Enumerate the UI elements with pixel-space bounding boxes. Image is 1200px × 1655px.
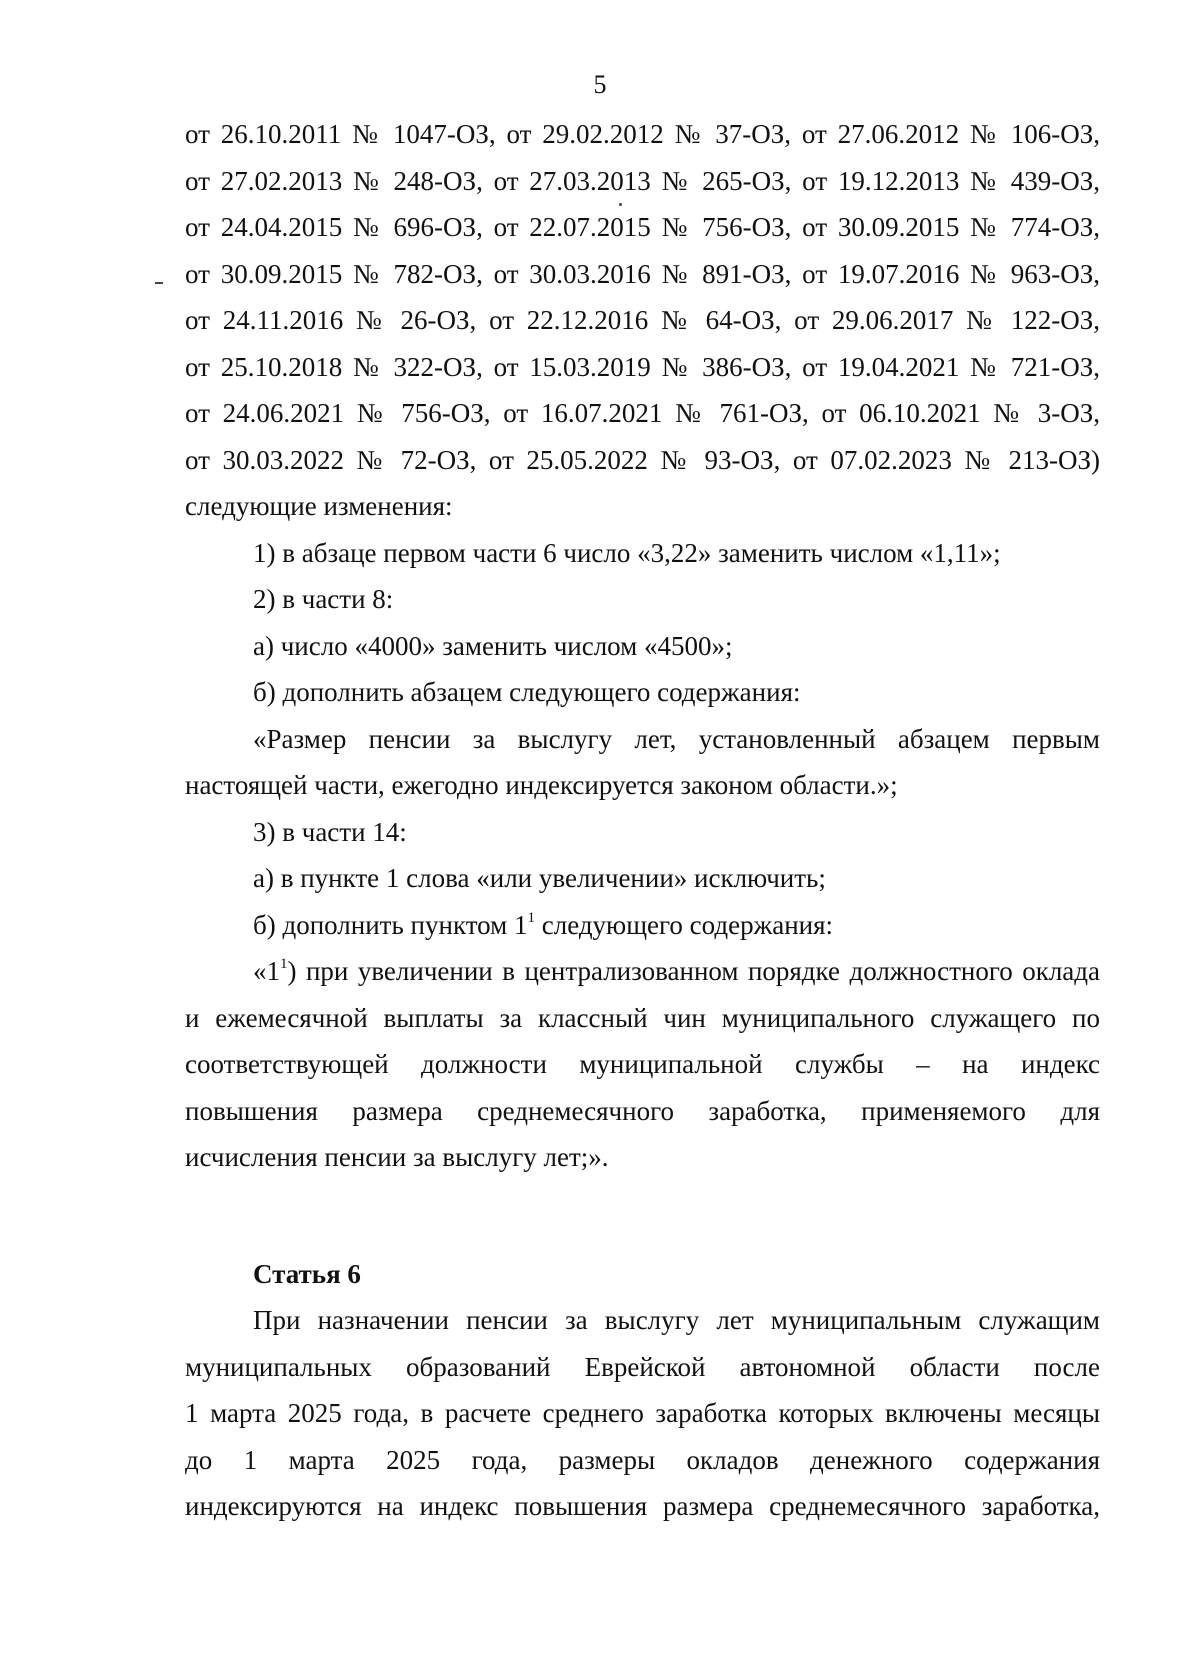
- text-line: от 26.10.2011 № 1047-ОЗ, от 29.02.2012 № 37-ОЗ, от 27.06.2012 № 106-ОЗ,: [185, 119, 1100, 149]
- amendment-item-1: 1) в абзаце первом части 6 число «3,22» заменить числом «1,11»;: [253, 537, 1001, 568]
- superscript: 1: [280, 956, 288, 972]
- quoted-text-line: [185, 948, 1100, 995]
- text-line: от 30.03.2022 № 72-ОЗ, от 25.05.2022 № 93-ОЗ, от 07.02.2023 № 213-ОЗ): [185, 444, 1100, 475]
- amendment-item-2: 2) в части 8:: [253, 584, 394, 614]
- section-spacer: [185, 1181, 1100, 1251]
- amendment-subitem-3b: [185, 902, 1100, 949]
- text-span: следующего содержания:: [534, 909, 834, 940]
- article-text-line: муниципальных образований Еврейской автономной области после: [185, 1351, 1100, 1382]
- text-line: от 25.10.2018 № 322-ОЗ, от 15.03.2019 № 386-ОЗ, от 19.04.2021 № 721-ОЗ,: [185, 351, 1100, 382]
- text-span: б) дополнить пунктом 1: [253, 909, 528, 940]
- quoted-text-line: настоящей части, ежегодно индексируется законом области.»;: [185, 770, 898, 800]
- text-line: от 24.04.2015 № 696-ОЗ, от 22.07.2015 № 756-ОЗ, от 30.09.2015 № 774-ОЗ,: [185, 212, 1100, 242]
- page-number: 5: [593, 70, 607, 99]
- quoted-text-line: «Размер пенсии за выслугу лет, установленный абзацем первым: [253, 723, 1100, 754]
- amendment-item-3: 3) в части 14:: [253, 816, 407, 847]
- quoted-text-line: соответствующей должности муниципальной службы – на индекс: [185, 1049, 1100, 1079]
- text-line: от 24.11.2016 № 26-ОЗ, от 22.12.2016 № 64-ОЗ, от 29.06.2017 № 122-ОЗ,: [185, 305, 1100, 335]
- text-line: от 24.06.2021 № 756-ОЗ, от 16.07.2021 № 761-ОЗ, от 06.10.2021 № 3-ОЗ,: [185, 398, 1100, 428]
- superscript: 1: [527, 909, 535, 926]
- amendment-subitem-2a: а) число «4000» заменить числом «4500»;: [253, 630, 733, 661]
- text-line: следующие изменения:: [185, 491, 453, 521]
- margin-mark: [155, 282, 163, 284]
- article-text-line: индексируются на индекс повышения размера среднемесячного заработка,: [185, 1491, 1100, 1521]
- article-text-line: 1 марта 2025 года, в расчете среднего заработка которых включены месяцы: [185, 1398, 1100, 1428]
- text-span: ) при увеличении в централизованном порядке должностного оклада: [287, 956, 1100, 986]
- text-span: «1: [253, 956, 280, 986]
- amendment-subitem-3a: а) в пункте 1 слова «или увеличении» исключить;: [253, 863, 826, 893]
- quoted-text-line: исчисления пенсии за выслугу лет;».: [185, 1142, 609, 1172]
- quoted-text-line: и ежемесячной выплаты за классный чин муниципального служащего по: [185, 1002, 1100, 1033]
- article-text-line: до 1 марта 2025 года, размеры окладов денежного содержания: [185, 1444, 1100, 1475]
- text-line: от 30.09.2015 № 782-ОЗ, от 30.03.2016 № 891-ОЗ, от 19.07.2016 № 963-ОЗ,: [185, 258, 1100, 289]
- article-text-line: При назначении пенсии за выслугу лет муниципальным служащим: [253, 1305, 1100, 1335]
- quoted-text-line: повышения размера среднемесячного заработка, применяемого для: [185, 1095, 1100, 1126]
- amendment-subitem-2b: б) дополнить абзацем следующего содержания:: [253, 677, 801, 707]
- article-heading: Статья 6: [253, 1258, 361, 1289]
- text-line: от 27.02.2013 № 248-ОЗ, от 27.03.2013 № 265-ОЗ, от 19.12.2013 № 439-ОЗ,: [185, 165, 1100, 196]
- document-body: [185, 111, 1100, 1530]
